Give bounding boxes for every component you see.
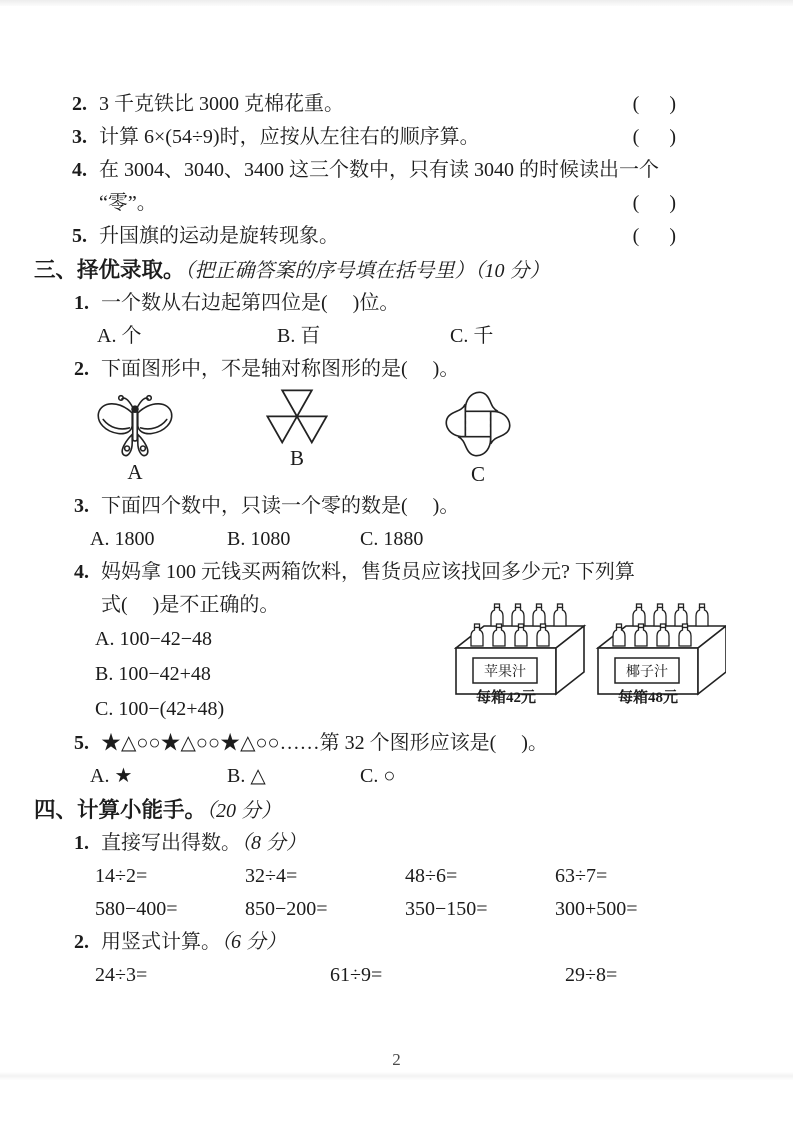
box-caption: 每箱42元 bbox=[475, 690, 537, 704]
option-b: B. △ bbox=[227, 765, 266, 787]
option-a: A. 100−42−48 bbox=[95, 628, 213, 650]
question-2 bbox=[74, 353, 702, 386]
item-text: 升国旗的运动是旋转现象。 bbox=[99, 225, 339, 247]
figure-a bbox=[89, 392, 181, 484]
figure-c bbox=[438, 386, 518, 486]
apple-juice-box bbox=[456, 604, 584, 704]
oral-calc-row-2 bbox=[95, 893, 702, 926]
truefalse-item-4-line2 bbox=[72, 187, 702, 220]
option-c: C. 千 bbox=[450, 325, 494, 347]
question-number: 2. bbox=[74, 358, 89, 380]
truefalse-item-3 bbox=[72, 121, 702, 154]
butterfly-icon bbox=[92, 392, 178, 460]
question-4-stem-line1 bbox=[74, 556, 702, 589]
truefalse-item-4 bbox=[72, 154, 702, 187]
question-5-options bbox=[90, 760, 702, 793]
option-b: B. 1080 bbox=[227, 528, 291, 550]
section4-title: 四、计算小能手。 bbox=[34, 798, 207, 822]
question-5 bbox=[74, 727, 702, 760]
page-content bbox=[34, 88, 702, 992]
oral-calc-row-1 bbox=[95, 860, 702, 893]
option-c: C. 1880 bbox=[360, 528, 424, 550]
question-stem: 妈妈拿 100 元钱买两箱饮料，售货员应该找回多少元? 下列算 bbox=[101, 561, 635, 583]
question-4 bbox=[34, 556, 702, 727]
figure-b-label: B bbox=[289, 446, 304, 470]
answer-bracket: ( ) bbox=[632, 126, 676, 148]
answer-bracket: ( ) bbox=[632, 93, 676, 115]
calc-item: 350−150= bbox=[405, 898, 488, 920]
option-b: B. 100−42+48 bbox=[95, 663, 211, 685]
calc-item: 32÷4= bbox=[245, 865, 298, 887]
sub-number: 1. bbox=[74, 832, 89, 854]
question-stem: 一个数从右边起第四位是( )位。 bbox=[101, 292, 400, 314]
sub-title-note: （8 分） bbox=[241, 832, 306, 854]
item-text: 在 3004、3040、3400 这三个数中，只有读 3040 的时候读出一个 bbox=[99, 159, 659, 181]
three-triangles-icon bbox=[266, 388, 328, 446]
page-number: 2 bbox=[392, 1050, 401, 1069]
calc-item: 29÷8= bbox=[565, 964, 618, 986]
item-number: 4. bbox=[72, 159, 87, 181]
sub-title-text: 用竖式计算。 bbox=[101, 931, 221, 953]
box-label: 椰子汁 bbox=[626, 665, 668, 680]
box-label: 苹果汁 bbox=[484, 665, 526, 680]
calc-item: 61÷9= bbox=[330, 964, 383, 986]
calc-item: 48÷6= bbox=[405, 865, 458, 887]
question-number: 3. bbox=[74, 495, 89, 517]
item-number: 3. bbox=[72, 126, 87, 148]
section4-note: （20 分） bbox=[206, 800, 282, 822]
scan-edge-top bbox=[0, 0, 793, 6]
calc-item: 24÷3= bbox=[95, 964, 148, 986]
option-a: A. 个 bbox=[97, 325, 142, 347]
vertical-calc-row bbox=[95, 959, 702, 992]
answer-bracket: ( ) bbox=[632, 225, 676, 247]
scan-edge-bottom bbox=[0, 1072, 793, 1080]
question-number: 4. bbox=[74, 561, 89, 583]
question-stem: 下面四个数中，只读一个零的数是( )。 bbox=[101, 495, 460, 517]
sub-title bbox=[101, 827, 702, 860]
item-number: 2. bbox=[72, 93, 87, 115]
question-2-figures bbox=[34, 386, 702, 490]
section4-heading bbox=[34, 793, 702, 827]
sub-title-text: 直接写出得数。 bbox=[101, 832, 241, 854]
question-3 bbox=[74, 490, 702, 523]
answer-bracket: ( ) bbox=[632, 192, 676, 214]
question-4-stem-line2: 式( )是不正确的。 bbox=[101, 594, 280, 616]
figure-b bbox=[262, 388, 332, 470]
section3-heading bbox=[34, 253, 702, 287]
sub-number: 2. bbox=[74, 931, 89, 953]
option-c: C. ○ bbox=[360, 765, 396, 787]
section4-sub1-title bbox=[74, 827, 702, 860]
option-b: B. 百 bbox=[277, 325, 321, 347]
question-1 bbox=[74, 287, 702, 320]
truefalse-item-5 bbox=[72, 220, 702, 253]
option-a: A. 1800 bbox=[90, 528, 155, 550]
question-1-options bbox=[97, 320, 702, 353]
pinwheel-icon bbox=[440, 386, 516, 462]
question-3-options bbox=[90, 523, 702, 556]
calc-item: 14÷2= bbox=[95, 865, 148, 887]
juice-boxes-figure bbox=[454, 600, 726, 704]
coconut-juice-box bbox=[598, 604, 726, 704]
section3-title: 三、择优录取。 bbox=[34, 258, 185, 282]
calc-item: 300+500= bbox=[555, 898, 638, 920]
option-c: C. 100−(42+48) bbox=[95, 698, 225, 720]
sub-title bbox=[101, 926, 702, 959]
box-caption: 每箱48元 bbox=[617, 690, 679, 704]
figure-a-label: A bbox=[127, 460, 143, 484]
truefalse-item-2 bbox=[72, 88, 702, 121]
question-number: 5. bbox=[74, 732, 89, 754]
calc-item: 850−200= bbox=[245, 898, 328, 920]
sub-title-note: （6 分） bbox=[221, 931, 286, 953]
item-text: 计算 6×(54÷9)时，应按从左往右的顺序算。 bbox=[99, 126, 480, 148]
figure-c-label: C bbox=[470, 462, 485, 486]
item-text: 3 千克铁比 3000 克棉花重。 bbox=[99, 93, 344, 115]
option-a: A. ★ bbox=[90, 765, 133, 787]
calc-item: 63÷7= bbox=[555, 865, 608, 887]
calc-item: 580−400= bbox=[95, 898, 178, 920]
section3-note: （把正确答案的序号填在括号里）（10 分） bbox=[184, 260, 550, 282]
question-number: 1. bbox=[74, 292, 89, 314]
item-text: “零”。 bbox=[99, 192, 157, 214]
item-number: 5. bbox=[72, 225, 87, 247]
question-stem: 下面图形中，不是轴对称图形的是( )。 bbox=[101, 358, 460, 380]
question-stem: ★△○○★△○○★△○○……第 32 个图形应该是( )。 bbox=[101, 732, 548, 754]
section4-sub2-title bbox=[74, 926, 702, 959]
